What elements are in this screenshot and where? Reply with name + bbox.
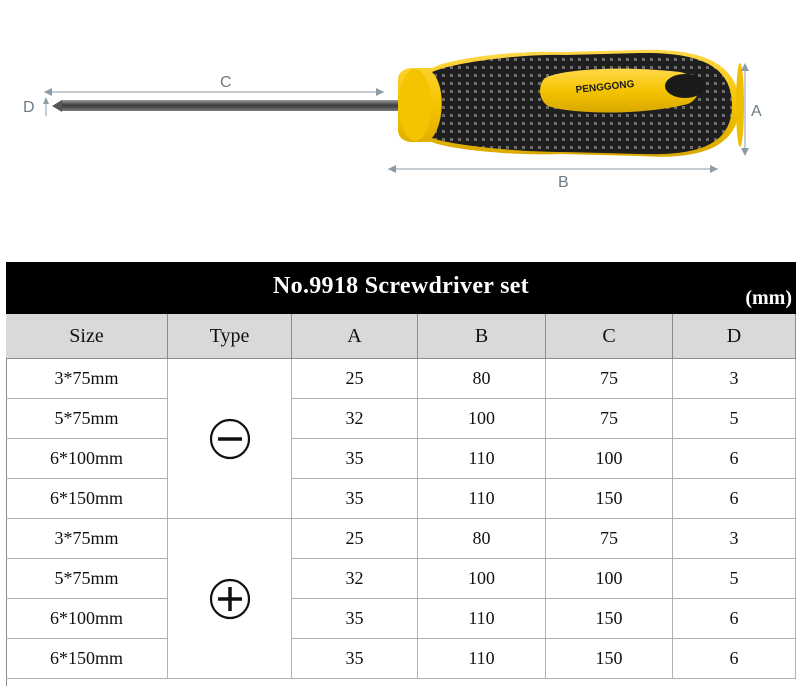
header-size: Size bbox=[6, 314, 168, 359]
dimension-a-label: A bbox=[751, 103, 762, 120]
cell-d: 5 bbox=[673, 399, 796, 439]
cell-size: 5*75mm bbox=[6, 399, 168, 439]
cell-a: 32 bbox=[292, 559, 418, 599]
cell-a: 35 bbox=[292, 599, 418, 639]
cell-c: 75 bbox=[546, 519, 673, 559]
cell-c: 150 bbox=[546, 639, 673, 679]
cell-b: 100 bbox=[418, 559, 546, 599]
dimension-d-label: D bbox=[23, 99, 35, 116]
cell-size: 6*100mm bbox=[6, 599, 168, 639]
cell-a: 32 bbox=[292, 399, 418, 439]
screwdriver-illustration bbox=[0, 0, 800, 255]
cell-a: 25 bbox=[292, 359, 418, 399]
cell-size: 3*75mm bbox=[6, 519, 168, 559]
cell-d: 6 bbox=[673, 439, 796, 479]
spec-table bbox=[6, 262, 796, 686]
cell-b: 110 bbox=[418, 599, 546, 639]
dimension-b-line bbox=[388, 165, 718, 173]
cell-b: 110 bbox=[418, 439, 546, 479]
dimension-b-label: B bbox=[558, 174, 569, 191]
dimension-d-line bbox=[43, 97, 49, 116]
cell-b: 80 bbox=[418, 359, 546, 399]
unit-label: (mm) bbox=[745, 287, 792, 309]
type-cell bbox=[168, 519, 292, 679]
slotted-icon bbox=[208, 417, 252, 461]
cell-d: 5 bbox=[673, 559, 796, 599]
cell-a: 35 bbox=[292, 479, 418, 519]
cell-d: 6 bbox=[673, 599, 796, 639]
cell-d: 3 bbox=[673, 359, 796, 399]
cell-size: 6*100mm bbox=[6, 439, 168, 479]
cell-b: 100 bbox=[418, 399, 546, 439]
cell-b: 110 bbox=[418, 479, 546, 519]
screwdriver-drawing bbox=[0, 0, 800, 255]
screwdriver-handle bbox=[398, 50, 744, 157]
cell-c: 100 bbox=[546, 439, 673, 479]
screwdriver-shaft bbox=[52, 100, 402, 112]
cell-a: 25 bbox=[292, 519, 418, 559]
cell-c: 75 bbox=[546, 399, 673, 439]
header-type: Type bbox=[168, 314, 292, 359]
cell-size: 6*150mm bbox=[6, 479, 168, 519]
table-title: No.9918 Screwdriver set bbox=[273, 273, 529, 299]
cell-size: 6*150mm bbox=[6, 639, 168, 679]
dimension-c-label: C bbox=[220, 74, 232, 91]
cell-size: 5*75mm bbox=[6, 559, 168, 599]
cell-d: 6 bbox=[673, 479, 796, 519]
table-title-bar bbox=[6, 262, 796, 314]
cell-c: 75 bbox=[546, 359, 673, 399]
cell-a: 35 bbox=[292, 439, 418, 479]
cell-size: 3*75mm bbox=[6, 359, 168, 399]
dimension-c-line bbox=[44, 88, 384, 96]
cell-b: 80 bbox=[418, 519, 546, 559]
cell-d: 3 bbox=[673, 519, 796, 559]
cell-b: 110 bbox=[418, 639, 546, 679]
header-b: B bbox=[418, 314, 546, 359]
cell-c: 150 bbox=[546, 479, 673, 519]
cell-c: 150 bbox=[546, 599, 673, 639]
cell-a: 35 bbox=[292, 639, 418, 679]
brand-logo-text: PENGGONG bbox=[575, 78, 635, 96]
cell-d: 6 bbox=[673, 639, 796, 679]
header-a: A bbox=[292, 314, 418, 359]
header-d: D bbox=[673, 314, 796, 359]
cell-c: 100 bbox=[546, 559, 673, 599]
header-c: C bbox=[546, 314, 673, 359]
type-cell bbox=[168, 359, 292, 519]
phillips-icon bbox=[208, 577, 252, 621]
